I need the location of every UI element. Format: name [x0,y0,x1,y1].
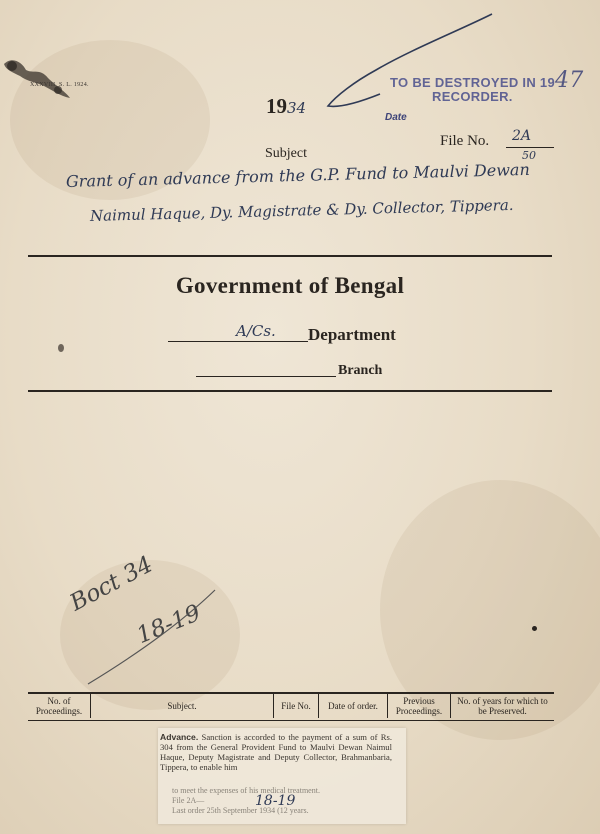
note-tail [172,786,320,816]
col-subject: Subject. [91,694,274,718]
col-file-no: File No. [274,694,319,718]
branch-label: Branch [338,363,383,378]
subject-label: Subject [265,146,307,161]
pencil-slash [84,586,219,688]
note-tail-1: to meet the expenses of his medical treatment. [172,786,320,795]
pasted-note-text [160,732,392,772]
stamp-line2: RECORDER. [432,89,513,104]
col-date-of-order: Date of order. [319,694,388,718]
note-body: Sanction is accorded to the payment of a sum of Rs. 304 from the General Provident Fund to Maulvi Dewan Naimul Haque, Deputy Magistrate and Deputy Collector, Brahmanbaria, Tippera, to enable him [160,732,392,772]
table-header-row [28,694,554,718]
pencil-note-line2: 18-19 [133,600,205,650]
table-header-rule [28,720,554,721]
ink-speck [58,344,64,352]
date-stamp: Date [385,112,407,123]
note-heading: Advance. [160,732,199,742]
ink-speck [532,626,537,631]
note-handwritten: 18-19 [255,793,296,809]
col-years-preserved: No. of years for which to be Preserved. [451,694,555,718]
department-underline [168,341,308,342]
file-no-sub: 50 [522,149,536,162]
pencil-note-line1: Boct 34 [65,551,158,617]
file-no-value: 2A [512,128,532,144]
file-no-underline [506,147,554,148]
department-label: Department [308,325,396,344]
year-printed: 19 [266,94,287,118]
register-table [28,694,554,718]
subject-line-1: Grant of an advance from the G.P. Fund to Maulvi Dewan [65,159,530,191]
year-handwritten: 34 [287,99,307,117]
subject-line-2: Naimul Haque, Dy. Magistrate & Dy. Collector, Tippera. [89,195,514,225]
divider-bottom [28,390,552,392]
stamp-year: 47 [555,68,584,93]
government-title: Government of Bengal [175,273,405,298]
divider-top [28,255,552,257]
form-code: XXXVIII. S. L. 1924. [30,82,89,88]
stamp-line1: TO BE DESTROYED IN 19 [390,75,555,90]
destroy-stamp [390,68,584,104]
file-year [266,94,306,119]
branch-underline [196,376,336,377]
col-proceedings: No. of Proceedings. [35,696,83,716]
note-tail-2: File 2A— [172,796,205,805]
ink-blot-icon [0,52,80,102]
file-no-label: File No. [440,133,490,149]
col-previous-proceedings: Previous Proceedings. [388,694,451,718]
department-handwritten: A/Cs. [236,322,276,340]
note-tail-3: Last order 25th September 1934 (12 years. [172,806,309,815]
